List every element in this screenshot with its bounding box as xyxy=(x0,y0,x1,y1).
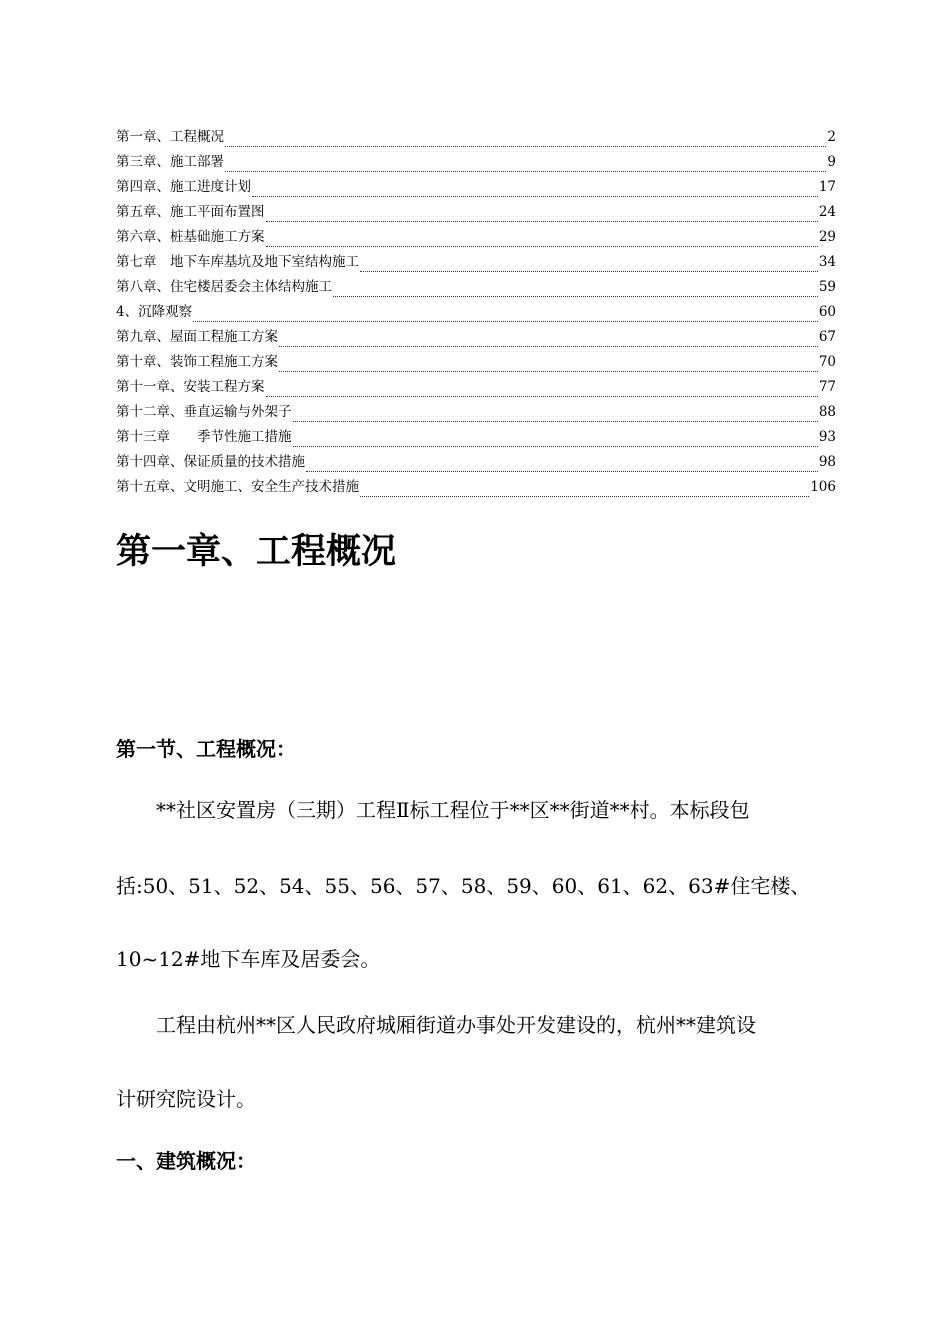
toc-leader-dots xyxy=(293,445,818,447)
toc-leader-dots xyxy=(360,495,809,497)
toc-leader-dots xyxy=(333,295,818,297)
paragraph-line: 10~12#地下车库及居委会。 xyxy=(116,947,381,971)
toc-entry-page: 9 xyxy=(827,154,836,170)
toc-entry[interactable] xyxy=(116,328,836,353)
toc-entry-title: 第四章、施工进度计划 xyxy=(116,179,251,195)
toc-entry[interactable] xyxy=(116,178,836,203)
toc-entry-page: 17 xyxy=(818,179,836,195)
toc-entry-title: 第十章、装饰工程施工方案 xyxy=(116,354,278,370)
toc-entry[interactable] xyxy=(116,253,836,278)
toc-entry-title: 第一章、工程概况 xyxy=(116,129,224,145)
toc-entry-title: 第十四章、保证质量的技术措施 xyxy=(116,454,305,470)
toc-entry-title: 第三章、施工部署 xyxy=(116,154,224,170)
toc-entry-page: 29 xyxy=(818,229,836,245)
toc-leader-dots xyxy=(266,395,818,397)
toc-entry-page: 67 xyxy=(818,329,836,345)
toc-leader-dots xyxy=(279,370,818,372)
toc-entry-page: 70 xyxy=(818,354,836,370)
toc-entry[interactable] xyxy=(116,153,836,178)
toc-leader-dots xyxy=(360,270,818,272)
paragraph-line: **社区安置房（三期）工程Ⅱ标工程位于**区**街道**村。本标段包 xyxy=(116,798,750,822)
chapter-title: 第一章、工程概况 xyxy=(116,532,397,572)
toc-entry-page: 60 xyxy=(818,304,836,320)
toc-entry[interactable] xyxy=(116,378,836,403)
toc-entry-title: 第六章、桩基础施工方案 xyxy=(116,229,265,245)
toc-entry-title: 第八章、住宅楼居委会主体结构施工 xyxy=(116,279,332,295)
toc-leader-dots xyxy=(266,245,818,247)
toc-entry-page: 93 xyxy=(818,429,836,445)
toc-entry[interactable] xyxy=(116,303,836,328)
toc-leader-dots xyxy=(279,345,818,347)
toc-leader-dots xyxy=(293,420,818,422)
table-of-contents xyxy=(116,128,836,503)
toc-entry[interactable] xyxy=(116,278,836,303)
toc-entry[interactable] xyxy=(116,428,836,453)
toc-entry-title: 第九章、屋面工程施工方案 xyxy=(116,329,278,345)
toc-entry[interactable] xyxy=(116,478,836,503)
toc-leader-dots xyxy=(266,220,818,222)
toc-entry-page: 34 xyxy=(818,254,836,270)
toc-entry-page: 59 xyxy=(818,279,836,295)
toc-entry-page: 2 xyxy=(827,129,836,145)
toc-entry-page: 106 xyxy=(810,479,836,495)
toc-entry-title: 第七章 地下车库基坑及地下室结构施工 xyxy=(116,254,359,270)
toc-entry[interactable] xyxy=(116,228,836,253)
paragraph-line: 工程由杭州**区人民政府城厢街道办事处开发建设的，杭州**建筑设 xyxy=(116,1013,756,1037)
toc-leader-dots xyxy=(252,195,818,197)
toc-entry-title: 第十三章 季节性施工措施 xyxy=(116,429,292,445)
toc-entry[interactable] xyxy=(116,403,836,428)
toc-leader-dots xyxy=(306,470,818,472)
toc-entry-page: 77 xyxy=(818,379,836,395)
toc-entry-title: 第十五章、文明施工、安全生产技术措施 xyxy=(116,479,359,495)
subsection-heading: 一、建筑概况： xyxy=(116,1149,256,1173)
toc-entry-title: 第十二章、垂直运输与外架子 xyxy=(116,404,292,420)
toc-leader-dots xyxy=(225,170,826,172)
toc-entry-title: 4、沉降观察 xyxy=(116,304,193,320)
paragraph-line: 括:50、51、52、54、55、56、57、58、59、60、61、62、63#住宅楼、 xyxy=(116,874,811,898)
toc-entry[interactable] xyxy=(116,453,836,478)
toc-leader-dots xyxy=(225,145,826,147)
section-title: 第一节、工程概况： xyxy=(116,737,296,761)
paragraph-line: 计研究院设计。 xyxy=(116,1087,256,1111)
toc-entry-title: 第十一章、安装工程方案 xyxy=(116,379,265,395)
toc-entry[interactable] xyxy=(116,128,836,153)
toc-entry[interactable] xyxy=(116,203,836,228)
toc-entry-title: 第五章、施工平面布置图 xyxy=(116,204,265,220)
toc-entry-page: 24 xyxy=(818,204,836,220)
toc-entry[interactable] xyxy=(116,353,836,378)
toc-entry-page: 98 xyxy=(818,454,836,470)
toc-leader-dots xyxy=(193,320,818,322)
toc-entry-page: 88 xyxy=(818,404,836,420)
